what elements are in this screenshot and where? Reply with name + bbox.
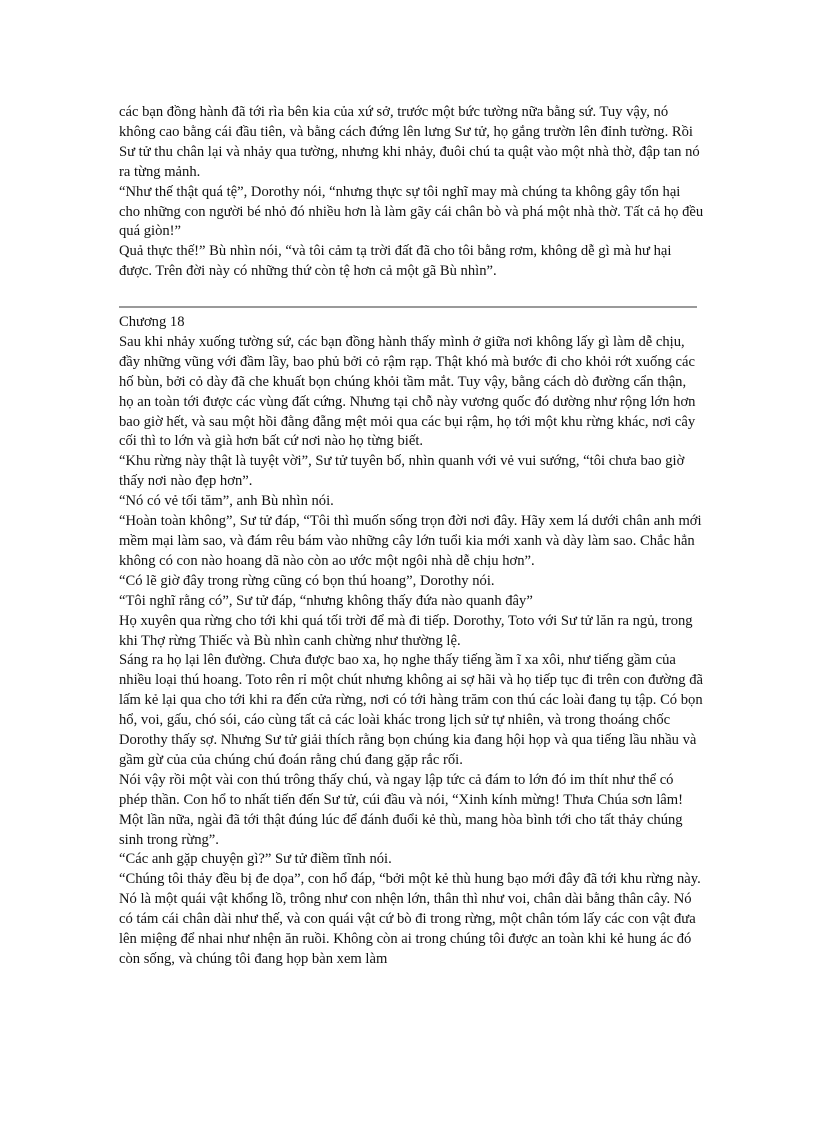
chapter-body — [119, 313, 704, 970]
paragraph: “Như thế thật quá tệ”, Dorothy nói, “nhưng thực sự tôi nghĩ may mà chúng ta không gây tổn hại cho những con người bé nhỏ đó nhiều hơn là làm gãy cái chân bò và phá một nhà thờ. Tất cả họ đều quá giòn!” — [119, 183, 704, 240]
paragraph: Nói vậy rồi một vài con thú trông thấy chú, và ngay lập tức cả đám to lớn đó im thít như thể có phép thần. Con hổ to nhất tiến đến Sư tử, cúi đầu và nói, “Xinh kính mừng! Thưa Chúa sơn lâm! Một lần nữa, ngài đã tới thật đúng lúc để đánh đuổi kẻ thù, mang hòa bình tới cho tất thảy chúng sinh trong rừng”. — [119, 771, 683, 848]
previous-chapter-ending — [119, 103, 704, 282]
paragraph: Quả thực thế!” Bù nhìn nói, “và tôi cảm tạ trời đất đã cho tôi bằng rơm, không dễ gì mà hư hại được. Trên đời này có những thứ còn tệ hơn cả một gã Bù nhìn”. — [119, 243, 672, 280]
chapter-divider — [119, 306, 697, 308]
paragraph: “Có lẽ giờ đây trong rừng cũng có bọn thú hoang”, Dorothy nói. — [119, 572, 495, 589]
paragraph: “Khu rừng này thật là tuyệt vời”, Sư tử tuyên bố, nhìn quanh với vẻ vui sướng, “tôi chưa bao giờ thấy nơi nào đẹp hơn”. — [119, 453, 685, 490]
paragraph: Họ xuyên qua rừng cho tới khi quá tối trời để mà đi tiếp. Dorothy, Toto với Sư tử lăn ra ngủ, trong khi Thợ rừng Thiếc và Bù nhìn canh chừng như thường lệ. — [119, 612, 693, 649]
paragraph: “Các anh gặp chuyện gì?” Sư tử điềm tĩnh nói. — [119, 851, 392, 868]
paragraph: Sáng ra họ lại lên đường. Chưa được bao xa, họ nghe thấy tiếng ầm ĩ xa xôi, như tiếng gầm của nhiều loại thú hoang. Toto rên rỉ một chút nhưng không ai sợ hãi và họ tiếp tục đi trên con đường đã lấm kẻ lại qua cho tới khi ra đến cửa rừng, nơi có tới hàng trăm con thú các loài đang tụ tập. Có bọn hổ, voi, gấu, chó sói, cáo cùng tất cả các loài khác trong lịch sử tự nhiên, và trong thoáng chốc Dorothy thấy sợ. Nhưng Sư tử giải thích rằng bọn chúng kia đang hội họp và qua tiếng lầu nhầu và gầm gừ của của chúng chú đoán rằng chú đang gặp rắc rối. — [119, 652, 704, 768]
paragraph: “Nó có vẻ tối tăm”, anh Bù nhìn nói. — [119, 493, 334, 510]
paragraph: “Hoàn toàn không”, Sư tử đáp, “Tôi thì muốn sống trọn đời nơi đây. Hãy xem lá dưới chân anh mới mềm mại làm sao, và đám rêu bám vào những cây lớn tuổi kia mới xanh và dày làm sao. Chắc hẳn không có con nào hoang dã nào còn ao ước một ngôi nhà dễ chịu hơn”. — [119, 513, 702, 569]
paragraph: “Tôi nghĩ rằng có”, Sư tử đáp, “nhưng không thấy đứa nào quanh đây” — [119, 592, 533, 609]
paragraph: các bạn đồng hành đã tới rìa bên kia của xứ sở, trước một bức tường nữa bằng sứ. Tuy vậy, nó không cao bằng cái đầu tiên, và bằng cách đứng lên lưng Sư tử, họ gắng trườn lên đỉnh tường. Rồi Sư tử thu chân lại và nhảy qua tường, nhưng khi nhảy, đuôi chú ta quật vào một nhà thờ, đập tan nó ra từng mảnh. — [119, 104, 700, 180]
paragraph: “Chúng tôi thảy đều bị đe dọa”, con hổ đáp, “bởi một kẻ thù hung bạo mới đây đã tới khu rừng này. Nó là một quái vật khổng lồ, trông như con nhện lớn, thân thì như voi, chân dài bằng thân cây. Nó có tám cái chân dài như thế, và con quái vật cứ bò đi trong rừng, một chân tóm lấy các con vật đưa lên miệng để nhai như nhện ăn ruồi. Không còn ai trong chúng tôi được an toàn khi kẻ hung ác đó còn sống, và chúng tôi đang họp bàn xem làm — [119, 871, 701, 967]
paragraph: Sau khi nhảy xuống tường sứ, các bạn đồng hành thấy mình ở giữa nơi không lấy gì làm dễ chịu, đầy những vũng với đầm lầy, bao phủ bởi cỏ rậm rạp. Thật khó mà bước đi cho khỏi rớt xuống các hố bùn, bởi cỏ dày đã che khuất bọn chúng khỏi tầm mắt. Tuy vậy, bằng cách dò đường cẩn thận, họ an toàn tới được các vùng đất cứng. Nhưng tại chỗ này vương quốc đó dường như rộng lớn hơn bao giờ hết, và sau một hồi đằng đẵng mệt mỏi qua các bụi rậm, họ tới một khu rừng khác, nơi cây cối thì to lớn và già hơn bất cứ nơi nào họ từng biết. — [119, 333, 696, 450]
chapter-title: Chương 18 — [119, 314, 185, 330]
